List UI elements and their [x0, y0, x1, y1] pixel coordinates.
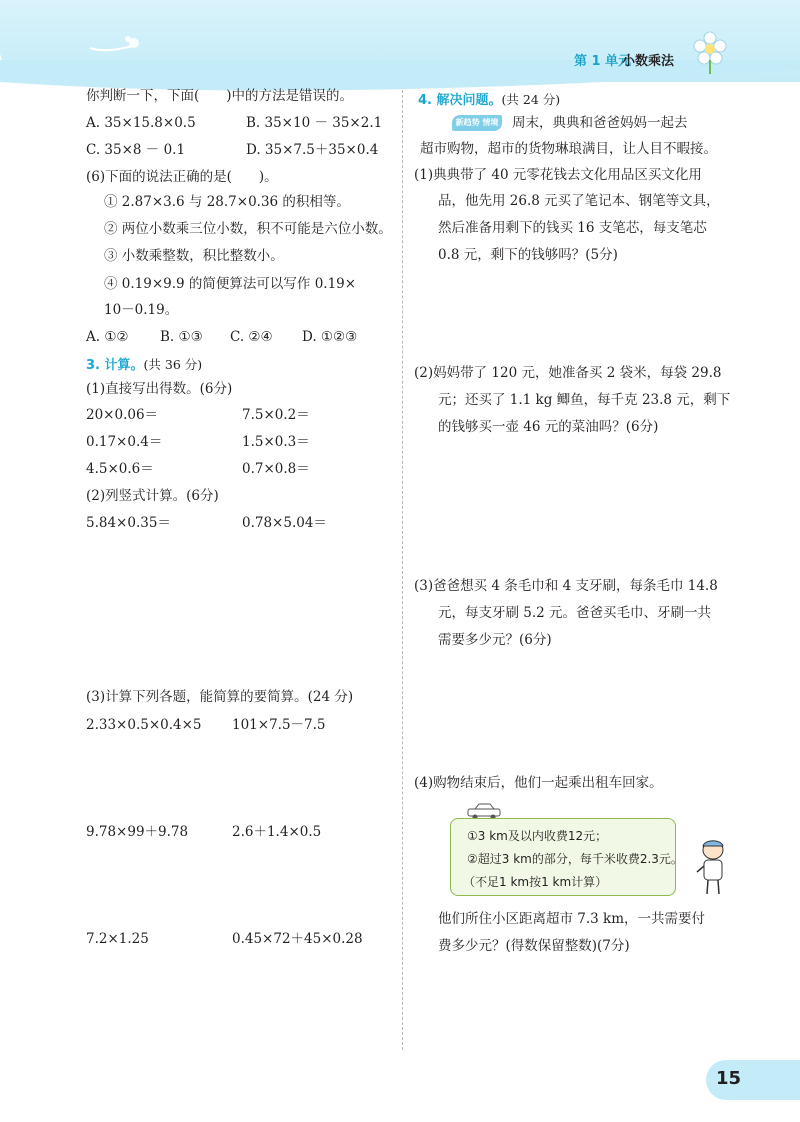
problem-1-line-1: (1)典典带了 40 元零花钱去文化用品区买文化用	[414, 167, 702, 183]
q6-option-b: B. ①③	[160, 329, 203, 345]
fare-rule-note: （不足1 km按1 km计算）	[463, 875, 608, 889]
fare-rule-1: ①3 km及以内收费12元；	[467, 829, 608, 843]
s3-part2-heading: (2)列竖式计算。(6分)	[86, 488, 219, 504]
q6-option-c: C. ②④	[230, 329, 273, 345]
problem-1-line-4: 0.8 元，剩下的钱够吗？(5分)	[438, 247, 618, 263]
q6-stem: (6)下面的说法正确的是( )。	[86, 169, 278, 185]
problem-4-line-2: 他们所住小区距离超市 7.3 km，一共需要付	[438, 911, 706, 927]
problem-2-line-3: 的钱够买一壶 46 元的菜油吗？(6分)	[438, 419, 659, 435]
column-divider	[402, 90, 403, 1050]
simplify-calc-6: 0.45×72＋45×0.28	[232, 931, 363, 947]
direct-calc-2: 7.5×0.2＝	[242, 407, 310, 423]
taxi-fare-box	[450, 818, 683, 896]
problem-3-line-1: (3)爸爸想买 4 条毛巾和 4 支牙刷，每条毛巾 14.8	[414, 578, 718, 594]
child-character-icon	[696, 838, 730, 896]
simplify-calc-4: 2.6＋1.4×0.5	[232, 824, 322, 840]
direct-calc-3: 0.17×0.4＝	[86, 434, 163, 450]
q6-option-a: A. ①②	[86, 329, 129, 345]
problem-1-line-2: 品，他先用 26.8 元买了笔记本、钢笔等文具，	[438, 193, 720, 209]
problem-4-line-1: (4)购物结束后，他们一起乘出租车回家。	[414, 775, 663, 791]
q5-option-d: D. 35×7.5＋35×0.4	[246, 142, 379, 158]
direct-calc-5: 4.5×0.6＝	[86, 461, 154, 477]
flower-decoration-icon	[690, 30, 730, 74]
problem-4-line-3: 费多少元？(得数保留整数)(7分)	[438, 938, 630, 954]
problem-3-line-3: 需要多少元？(6分)	[438, 632, 552, 648]
q6-statement-4: ④ 0.19×9.9 的简便算法可以写作 0.19×	[104, 276, 357, 292]
q6-statement-3: ③ 小数乘整数，积比整数小。	[104, 248, 284, 264]
simplify-calc-1: 2.33×0.5×0.4×5	[86, 717, 202, 733]
section-4-title: 4. 解决问题。(共 24 分)	[418, 92, 561, 108]
s3-part3-heading: (3)计算下列各题，能简算的要简算。(24 分)	[86, 689, 354, 705]
direct-calc-1: 20×0.06＝	[86, 407, 159, 423]
problem-1-line-3: 然后准备用剩下的钱买 16 支笔芯，每支笔芯	[438, 220, 707, 236]
q6-statement-1: ① 2.87×3.6 与 28.7×0.36 的积相等。	[104, 194, 350, 210]
problem-2-line-1: (2)妈妈带了 120 元，她准备买 2 袋米，每袋 29.8	[414, 365, 722, 381]
s3-part1-heading: (1)直接写出得数。(6分)	[86, 381, 233, 397]
section-4-points: (共 24 分)	[501, 92, 561, 107]
q5-option-b: B. 35×10 － 35×2.1	[246, 115, 383, 131]
problem-3-line-2: 元，每支牙刷 5.2 元。爸爸买毛巾、牙刷一共	[438, 605, 712, 621]
vertical-calc-2: 0.78×5.04＝	[242, 515, 327, 531]
q5-stem: 你判断一下，下面( )中的方法是错误的。	[86, 88, 354, 104]
unit-label: 第 1 单元	[574, 54, 632, 69]
simplify-calc-2: 101×7.5－7.5	[232, 717, 326, 733]
section-3-title: 3. 计算。(共 36 分)	[86, 357, 203, 373]
fare-rule-2: ②超过3 km的部分，每千米收费2.3元。	[467, 852, 683, 866]
q5-option-c: C. 35×8 － 0.1	[86, 142, 186, 158]
q5-option-a: A. 35×15.8×0.5	[86, 115, 196, 131]
trend-badge: 新趋势 情境串联	[452, 115, 502, 131]
q6-option-d: D. ①②③	[302, 329, 358, 345]
q6-statement-4-cont: 10－0.19。	[104, 302, 179, 318]
vertical-calc-1: 5.84×0.35＝	[86, 515, 171, 531]
section-3-points: (共 36 分)	[143, 357, 203, 372]
q6-statement-2: ② 两位小数乘三位小数，积不可能是六位小数。	[104, 221, 392, 237]
simplify-calc-5: 7.2×1.25	[86, 931, 149, 947]
direct-calc-6: 0.7×0.8＝	[242, 461, 310, 477]
page-number: 15	[716, 1068, 742, 1089]
intro-line-1: 周末，典典和爸爸妈妈一起去	[512, 115, 688, 131]
problem-2-line-2: 元；还买了 1.1 kg 鲫鱼，每千克 23.8 元，剩下	[438, 392, 731, 408]
simplify-calc-3: 9.78×99＋9.78	[86, 824, 189, 840]
butterfly-decoration-icon	[88, 34, 148, 54]
direct-calc-4: 1.5×0.3＝	[242, 434, 310, 450]
intro-line-2: 超市购物，超市的货物琳琅满目，让人目不暇接。	[420, 141, 717, 157]
unit-title: 小数乘法	[622, 54, 675, 69]
